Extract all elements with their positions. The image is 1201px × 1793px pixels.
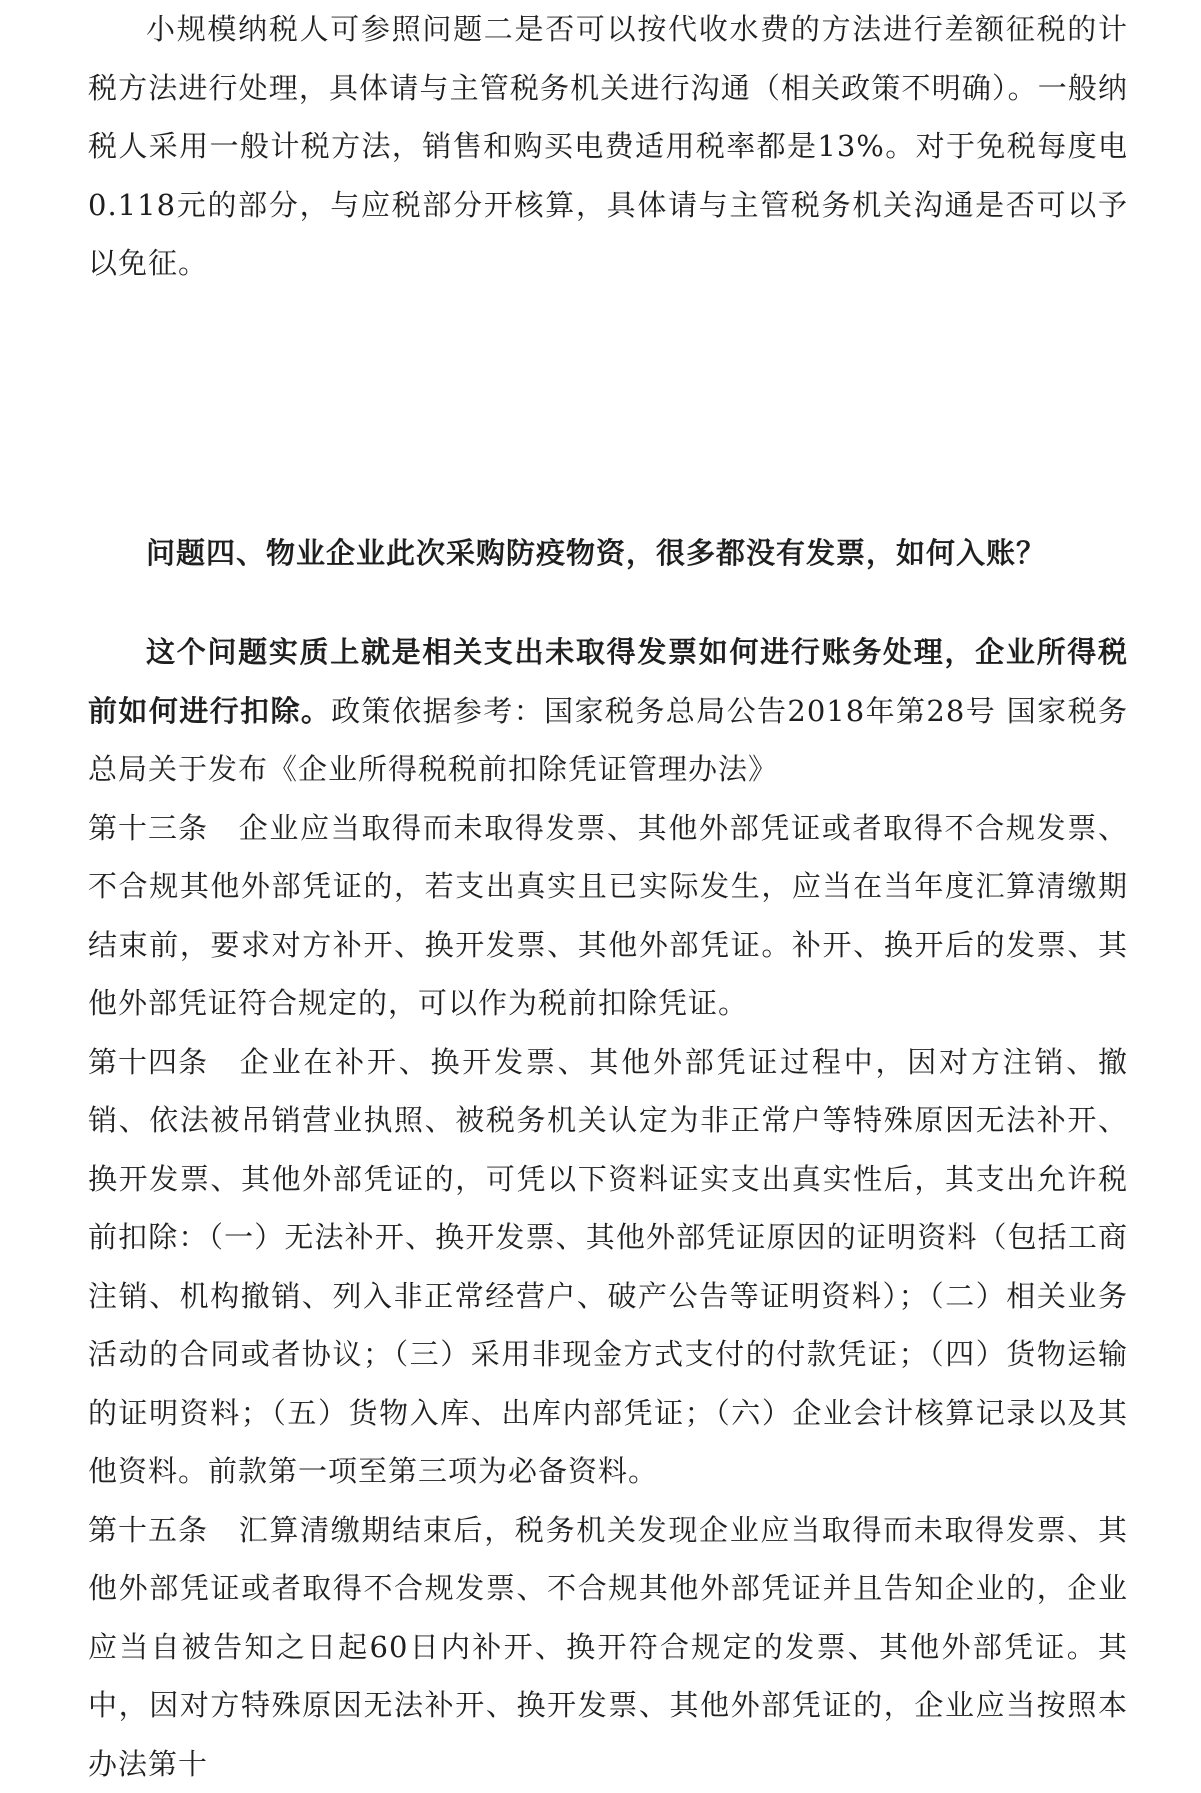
article-13-text: 企业应当取得而未取得发票、其他外部凭证或者取得不合规发票、不合规其他外部凭证的，若支出真实且已实际发生，应当在当年度汇算清缴期结束前，要求对方补开、换开发票、其他外部凭证。补开、换开后的发票、其他外部凭证符合规定的，可以作为税前扣除凭证。: [88, 811, 1128, 1021]
article-13-title: 第十三条: [88, 799, 208, 858]
question-heading: 问题四、物业企业此次采购防疫物资，很多都没有发票，如何入账？: [88, 524, 1128, 583]
article-14-text: 企业在补开、换开发票、其他外部凭证过程中，因对方注销、撤销、依法被吊销营业执照、被税务机关认定为非正常户等特殊原因无法补开、换开发票、其他外部凭证的，可凭以下资料证实支出真实性后，其支出允许税前扣除：（一）无法补开、换开发票、其他外部凭证原因的证明资料（包括工商注销、机构撤销、列入非正常经营户、破产公告等证明资料）；（二）相关业务活动的合同或者协议；（三）采用非现金方式支付的付款凭证；（四）货物运输的证明资料；（五）货物入库、出库内部凭证；（六）企业会计核算记录以及其他资料。前款第一项至第三项为必备资料。: [88, 1045, 1128, 1489]
article-14-title: 第十四条: [88, 1033, 208, 1092]
question-section: [88, 524, 1128, 583]
answer-bold-lead: 这个问题实质上就是相关支出未取得发票如何进行账务处理，企业所得税前如何进行扣除。: [88, 635, 1128, 728]
article-15: [88, 1501, 1128, 1793]
intro-section: [88, 0, 1128, 293]
answer-paragraph: [88, 623, 1128, 799]
article-15-title: 第十五条: [88, 1501, 208, 1560]
article-15-text: 汇算清缴期结束后，税务机关发现企业应当取得而未取得发票、其他外部凭证或者取得不合规发票、不合规其他外部凭证并且告知企业的，企业应当自被告知之日起60日内补开、换开符合规定的发票、其他外部凭证。其中，因对方特殊原因无法补开、换开发票、其他外部凭证的，企业应当按照本办法第十: [88, 1513, 1128, 1781]
article-14: [88, 1033, 1128, 1501]
intro-paragraph: 小规模纳税人可参照问题二是否可以按代收水费的方法进行差额征税的计税方法进行处理，具体请与主管税务机关进行沟通（相关政策不明确）。一般纳税人采用一般计税方法，销售和购买电费适用税率都是13%。对于免税每度电0.118元的部分，与应税部分开核算，具体请与主管税务机关沟通是否可以予以免征。: [88, 0, 1128, 293]
article-13: [88, 799, 1128, 1033]
answer-section: [88, 623, 1128, 1793]
answer-policy-basis: 政策依据参考：国家税务总局公告2018年第28号 国家税务总局关于发布《企业所得税税前扣除凭证管理办法》: [88, 694, 1128, 787]
